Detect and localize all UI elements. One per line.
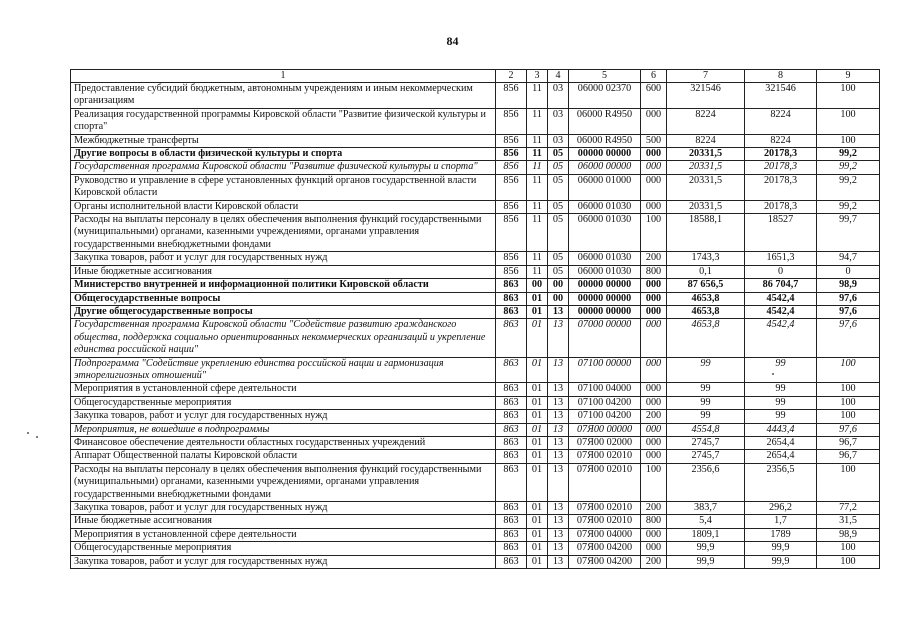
subsection-code-cell: 05 bbox=[548, 174, 569, 200]
percent-cell: 100 bbox=[817, 108, 880, 134]
expense-type-cell: 100 bbox=[641, 214, 667, 252]
executed-amount-cell: 8224 bbox=[745, 134, 817, 147]
expense-type-cell: 000 bbox=[641, 305, 667, 318]
target-article-cell: 06000 01030 bbox=[569, 265, 641, 278]
executed-amount-cell: 99 bbox=[745, 357, 817, 383]
table-row bbox=[71, 463, 880, 501]
target-article-cell: 06000 01030 bbox=[569, 252, 641, 265]
table-row bbox=[71, 200, 880, 213]
executed-amount-cell: 1789 bbox=[745, 528, 817, 541]
expense-name-cell: Государственная программа Кировской области "Содействие развитию гражданского общества, поддержка социально ориентированных некоммерческих организаций и укрепление единства российской нации" bbox=[71, 319, 496, 357]
expense-type-cell: 100 bbox=[641, 463, 667, 501]
executed-amount-cell: 0 bbox=[745, 265, 817, 278]
table-row bbox=[71, 252, 880, 265]
planned-amount-cell: 4554,8 bbox=[667, 423, 745, 436]
target-article-cell: 06000 01030 bbox=[569, 214, 641, 252]
table-row bbox=[71, 396, 880, 409]
subsection-code-cell: 05 bbox=[548, 161, 569, 174]
planned-amount-cell: 20331,5 bbox=[667, 174, 745, 200]
expense-type-cell: 000 bbox=[641, 436, 667, 449]
planned-amount-cell: 2745,7 bbox=[667, 436, 745, 449]
ministry-code-cell: 856 bbox=[496, 161, 527, 174]
expense-type-cell: 000 bbox=[641, 528, 667, 541]
target-article-cell: 00000 00000 bbox=[569, 279, 641, 292]
percent-cell: 98,9 bbox=[817, 528, 880, 541]
planned-amount-cell: 99 bbox=[667, 383, 745, 396]
section-code-cell: 01 bbox=[527, 396, 548, 409]
ministry-code-cell: 856 bbox=[496, 252, 527, 265]
planned-amount-cell: 18588,1 bbox=[667, 214, 745, 252]
expense-name-cell: Государственная программа Кировской области "Развитие физической культуры и спорта" bbox=[71, 161, 496, 174]
section-code-cell: 11 bbox=[527, 214, 548, 252]
executed-amount-cell: 99 bbox=[745, 396, 817, 409]
expense-type-cell: 200 bbox=[641, 555, 667, 568]
target-article-cell: 06000 R4950 bbox=[569, 108, 641, 134]
planned-amount-cell: 8224 bbox=[667, 108, 745, 134]
percent-cell: 100 bbox=[817, 555, 880, 568]
table-row bbox=[71, 423, 880, 436]
planned-amount-cell: 5,4 bbox=[667, 515, 745, 528]
percent-cell: 94,7 bbox=[817, 252, 880, 265]
executed-amount-cell: 99,9 bbox=[745, 555, 817, 568]
ministry-code-cell: 856 bbox=[496, 148, 527, 161]
ministry-code-cell: 856 bbox=[496, 214, 527, 252]
percent-cell: 100 bbox=[817, 357, 880, 383]
expense-name-cell: Закупка товаров, работ и услуг для государственных нужд bbox=[71, 502, 496, 515]
expense-type-cell: 600 bbox=[641, 83, 667, 109]
expense-type-cell: 000 bbox=[641, 542, 667, 555]
target-article-cell: 00000 00000 bbox=[569, 305, 641, 318]
planned-amount-cell: 20331,5 bbox=[667, 200, 745, 213]
table-row bbox=[71, 410, 880, 423]
subsection-code-cell: 13 bbox=[548, 396, 569, 409]
executed-amount-cell: 4443,4 bbox=[745, 423, 817, 436]
subsection-code-cell: 05 bbox=[548, 214, 569, 252]
percent-cell: 97,6 bbox=[817, 319, 880, 357]
expense-name-cell: Иные бюджетные ассигнования bbox=[71, 265, 496, 278]
target-article-cell: 07Я00 02010 bbox=[569, 502, 641, 515]
section-code-cell: 01 bbox=[527, 555, 548, 568]
expense-type-cell: 000 bbox=[641, 200, 667, 213]
subsection-code-cell: 13 bbox=[548, 515, 569, 528]
executed-amount-cell: 20178,3 bbox=[745, 161, 817, 174]
section-code-cell: 11 bbox=[527, 108, 548, 134]
percent-cell: 99,2 bbox=[817, 200, 880, 213]
ministry-code-cell: 863 bbox=[496, 319, 527, 357]
table-row bbox=[71, 383, 880, 396]
expense-name-cell: Органы исполнительной власти Кировской области bbox=[71, 200, 496, 213]
table-row bbox=[71, 502, 880, 515]
expense-name-cell: Расходы на выплаты персоналу в целях обеспечения выполнения функций государственными (муниципальными) органами, казенными учреждениями, органами управления государственными внебюджетными фондами bbox=[71, 463, 496, 501]
expense-name-cell: Финансовое обеспечение деятельности областных государственных учреждений bbox=[71, 436, 496, 449]
subsection-code-cell: 05 bbox=[548, 265, 569, 278]
column-header: 3 bbox=[527, 70, 548, 83]
percent-cell: 99,7 bbox=[817, 214, 880, 252]
planned-amount-cell: 99 bbox=[667, 410, 745, 423]
target-article-cell: 06000 01030 bbox=[569, 200, 641, 213]
percent-cell: 0 bbox=[817, 265, 880, 278]
planned-amount-cell: 1743,3 bbox=[667, 252, 745, 265]
expense-type-cell: 000 bbox=[641, 357, 667, 383]
subsection-code-cell: 13 bbox=[548, 436, 569, 449]
executed-amount-cell: 4542,4 bbox=[745, 319, 817, 357]
percent-cell: 96,7 bbox=[817, 436, 880, 449]
table-header-row bbox=[71, 70, 880, 83]
planned-amount-cell: 99,9 bbox=[667, 555, 745, 568]
column-header: 6 bbox=[641, 70, 667, 83]
planned-amount-cell: 2745,7 bbox=[667, 450, 745, 463]
subsection-code-cell: 05 bbox=[548, 200, 569, 213]
subsection-code-cell: 13 bbox=[548, 319, 569, 357]
target-article-cell: 07Я00 04000 bbox=[569, 528, 641, 541]
percent-cell: 97,6 bbox=[817, 423, 880, 436]
section-code-cell: 11 bbox=[527, 161, 548, 174]
ministry-code-cell: 863 bbox=[496, 383, 527, 396]
executed-amount-cell: 1,7 bbox=[745, 515, 817, 528]
expense-name-cell: Мероприятия в установленной сфере деятельности bbox=[71, 528, 496, 541]
expense-name-cell: Другие общегосударственные вопросы bbox=[71, 305, 496, 318]
ministry-code-cell: 863 bbox=[496, 528, 527, 541]
expense-type-cell: 500 bbox=[641, 134, 667, 147]
section-code-cell: 00 bbox=[527, 279, 548, 292]
percent-cell: 99,2 bbox=[817, 161, 880, 174]
section-code-cell: 01 bbox=[527, 423, 548, 436]
expense-name-cell: Мероприятия в установленной сфере деятельности bbox=[71, 383, 496, 396]
expense-type-cell: 800 bbox=[641, 515, 667, 528]
ministry-code-cell: 863 bbox=[496, 410, 527, 423]
ministry-code-cell: 863 bbox=[496, 436, 527, 449]
executed-amount-cell: 20178,3 bbox=[745, 148, 817, 161]
target-article-cell: 07100 04000 bbox=[569, 383, 641, 396]
ministry-code-cell: 856 bbox=[496, 174, 527, 200]
table-row bbox=[71, 436, 880, 449]
expense-name-cell: Другие вопросы в области физической культуры и спорта bbox=[71, 148, 496, 161]
expense-type-cell: 000 bbox=[641, 423, 667, 436]
budget-table bbox=[70, 69, 880, 569]
executed-amount-cell: 20178,3 bbox=[745, 174, 817, 200]
column-header: 1 bbox=[71, 70, 496, 83]
planned-amount-cell: 0,1 bbox=[667, 265, 745, 278]
planned-amount-cell: 99 bbox=[667, 396, 745, 409]
ministry-code-cell: 863 bbox=[496, 279, 527, 292]
expense-name-cell: Межбюджетные трансферты bbox=[71, 134, 496, 147]
table-row bbox=[71, 279, 880, 292]
expense-type-cell: 000 bbox=[641, 174, 667, 200]
section-code-cell: 01 bbox=[527, 319, 548, 357]
expense-type-cell: 200 bbox=[641, 502, 667, 515]
table-row bbox=[71, 174, 880, 200]
section-code-cell: 01 bbox=[527, 542, 548, 555]
subsection-code-cell: 00 bbox=[548, 279, 569, 292]
target-article-cell: 00000 00000 bbox=[569, 292, 641, 305]
subsection-code-cell: 03 bbox=[548, 83, 569, 109]
subsection-code-cell: 03 bbox=[548, 134, 569, 147]
percent-cell: 100 bbox=[817, 410, 880, 423]
column-header: 2 bbox=[496, 70, 527, 83]
planned-amount-cell: 4653,8 bbox=[667, 305, 745, 318]
expense-type-cell: 000 bbox=[641, 450, 667, 463]
column-header: 8 bbox=[745, 70, 817, 83]
percent-cell: 98,9 bbox=[817, 279, 880, 292]
percent-cell: 100 bbox=[817, 396, 880, 409]
table-body bbox=[71, 83, 880, 569]
executed-amount-cell: 20178,3 bbox=[745, 200, 817, 213]
executed-amount-cell: 296,2 bbox=[745, 502, 817, 515]
target-article-cell: 07100 04200 bbox=[569, 396, 641, 409]
expense-type-cell: 000 bbox=[641, 161, 667, 174]
scan-speck bbox=[36, 436, 38, 438]
ministry-code-cell: 856 bbox=[496, 108, 527, 134]
ministry-code-cell: 863 bbox=[496, 502, 527, 515]
executed-amount-cell: 321546 bbox=[745, 83, 817, 109]
column-header: 4 bbox=[548, 70, 569, 83]
section-code-cell: 11 bbox=[527, 200, 548, 213]
expense-name-cell: Министерство внутренней и информационной политики Кировской области bbox=[71, 279, 496, 292]
target-article-cell: 06000 02370 bbox=[569, 83, 641, 109]
expense-name-cell: Общегосударственные вопросы bbox=[71, 292, 496, 305]
section-code-cell: 01 bbox=[527, 515, 548, 528]
table-row bbox=[71, 265, 880, 278]
table-row bbox=[71, 319, 880, 357]
ministry-code-cell: 863 bbox=[496, 542, 527, 555]
section-code-cell: 01 bbox=[527, 502, 548, 515]
expense-type-cell: 000 bbox=[641, 292, 667, 305]
target-article-cell: 07Я00 04200 bbox=[569, 542, 641, 555]
planned-amount-cell: 2356,6 bbox=[667, 463, 745, 501]
ministry-code-cell: 856 bbox=[496, 200, 527, 213]
expense-type-cell: 000 bbox=[641, 279, 667, 292]
subsection-code-cell: 05 bbox=[548, 148, 569, 161]
target-article-cell: 00000 00000 bbox=[569, 148, 641, 161]
executed-amount-cell: 4542,4 bbox=[745, 292, 817, 305]
planned-amount-cell: 99 bbox=[667, 357, 745, 383]
executed-amount-cell: 2654,4 bbox=[745, 450, 817, 463]
subsection-code-cell: 13 bbox=[548, 383, 569, 396]
executed-amount-cell: 99,9 bbox=[745, 542, 817, 555]
table-row bbox=[71, 108, 880, 134]
planned-amount-cell: 99,9 bbox=[667, 542, 745, 555]
ministry-code-cell: 856 bbox=[496, 265, 527, 278]
target-article-cell: 07Я00 00000 bbox=[569, 423, 641, 436]
subsection-code-cell: 13 bbox=[548, 528, 569, 541]
percent-cell: 100 bbox=[817, 542, 880, 555]
target-article-cell: 07100 00000 bbox=[569, 357, 641, 383]
ministry-code-cell: 856 bbox=[496, 134, 527, 147]
subsection-code-cell: 13 bbox=[548, 542, 569, 555]
target-article-cell: 07Я00 02010 bbox=[569, 463, 641, 501]
section-code-cell: 11 bbox=[527, 265, 548, 278]
target-article-cell: 07Я00 02000 bbox=[569, 436, 641, 449]
target-article-cell: 06000 00000 bbox=[569, 161, 641, 174]
subsection-code-cell: 13 bbox=[548, 357, 569, 383]
table-row bbox=[71, 305, 880, 318]
table-row bbox=[71, 515, 880, 528]
subsection-code-cell: 13 bbox=[548, 423, 569, 436]
target-article-cell: 07Я00 02010 bbox=[569, 515, 641, 528]
ministry-code-cell: 863 bbox=[496, 463, 527, 501]
target-article-cell: 07100 04200 bbox=[569, 410, 641, 423]
planned-amount-cell: 20331,5 bbox=[667, 148, 745, 161]
expense-type-cell: 200 bbox=[641, 410, 667, 423]
section-code-cell: 11 bbox=[527, 252, 548, 265]
table-row bbox=[71, 83, 880, 109]
percent-cell: 100 bbox=[817, 83, 880, 109]
section-code-cell: 01 bbox=[527, 357, 548, 383]
section-code-cell: 01 bbox=[527, 292, 548, 305]
section-code-cell: 11 bbox=[527, 134, 548, 147]
table-row bbox=[71, 148, 880, 161]
percent-cell: 77,2 bbox=[817, 502, 880, 515]
planned-amount-cell: 87 656,5 bbox=[667, 279, 745, 292]
section-code-cell: 01 bbox=[527, 463, 548, 501]
subsection-code-cell: 05 bbox=[548, 252, 569, 265]
executed-amount-cell: 1651,3 bbox=[745, 252, 817, 265]
subsection-code-cell: 13 bbox=[548, 502, 569, 515]
planned-amount-cell: 8224 bbox=[667, 134, 745, 147]
percent-cell: 100 bbox=[817, 383, 880, 396]
planned-amount-cell: 20331,5 bbox=[667, 161, 745, 174]
expense-name-cell: Аппарат Общественной палаты Кировской области bbox=[71, 450, 496, 463]
scan-speck bbox=[27, 432, 29, 434]
ministry-code-cell: 863 bbox=[496, 515, 527, 528]
expense-type-cell: 000 bbox=[641, 383, 667, 396]
expense-name-cell: Мероприятия, не вошедшие в подпрограммы bbox=[71, 423, 496, 436]
planned-amount-cell: 4653,8 bbox=[667, 319, 745, 357]
table-row bbox=[71, 292, 880, 305]
expense-name-cell: Закупка товаров, работ и услуг для государственных нужд bbox=[71, 410, 496, 423]
percent-cell: 100 bbox=[817, 134, 880, 147]
section-code-cell: 11 bbox=[527, 83, 548, 109]
executed-amount-cell: 86 704,7 bbox=[745, 279, 817, 292]
section-code-cell: 01 bbox=[527, 383, 548, 396]
section-code-cell: 01 bbox=[527, 410, 548, 423]
section-code-cell: 01 bbox=[527, 305, 548, 318]
expense-type-cell: 000 bbox=[641, 108, 667, 134]
executed-amount-cell: 18527 bbox=[745, 214, 817, 252]
subsection-code-cell: 03 bbox=[548, 108, 569, 134]
subsection-code-cell: 13 bbox=[548, 410, 569, 423]
table-row bbox=[71, 161, 880, 174]
expense-type-cell: 000 bbox=[641, 396, 667, 409]
table-row bbox=[71, 450, 880, 463]
column-header: 5 bbox=[569, 70, 641, 83]
target-article-cell: 06000 01000 bbox=[569, 174, 641, 200]
target-article-cell: 07Я00 04200 bbox=[569, 555, 641, 568]
ministry-code-cell: 863 bbox=[496, 396, 527, 409]
table-row bbox=[71, 357, 880, 383]
target-article-cell: 07Я00 02010 bbox=[569, 450, 641, 463]
executed-amount-cell: 99 bbox=[745, 410, 817, 423]
section-code-cell: 01 bbox=[527, 436, 548, 449]
percent-cell: 97,6 bbox=[817, 292, 880, 305]
section-code-cell: 11 bbox=[527, 174, 548, 200]
expense-type-cell: 200 bbox=[641, 252, 667, 265]
executed-amount-cell: 2654,4 bbox=[745, 436, 817, 449]
percent-cell: 97,6 bbox=[817, 305, 880, 318]
expense-name-cell: Реализация государственной программы Кировской области "Развитие физической культуры и спорта" bbox=[71, 108, 496, 134]
planned-amount-cell: 4653,8 bbox=[667, 292, 745, 305]
executed-amount-cell: 99 bbox=[745, 383, 817, 396]
expense-type-cell: 000 bbox=[641, 148, 667, 161]
section-code-cell: 11 bbox=[527, 148, 548, 161]
percent-cell: 31,5 bbox=[817, 515, 880, 528]
expense-name-cell: Иные бюджетные ассигнования bbox=[71, 515, 496, 528]
ministry-code-cell: 863 bbox=[496, 423, 527, 436]
ministry-code-cell: 863 bbox=[496, 305, 527, 318]
table-row bbox=[71, 555, 880, 568]
percent-cell: 100 bbox=[817, 463, 880, 501]
percent-cell: 99,2 bbox=[817, 148, 880, 161]
expense-name-cell: Подпрограмма "Содействие укреплению единства российской нации и гармонизация этнорелигиозных отношений" bbox=[71, 357, 496, 383]
expense-name-cell: Общегосударственные мероприятия bbox=[71, 542, 496, 555]
percent-cell: 96,7 bbox=[817, 450, 880, 463]
column-header: 9 bbox=[817, 70, 880, 83]
page-number: 84 bbox=[446, 34, 459, 48]
subsection-code-cell: 13 bbox=[548, 450, 569, 463]
planned-amount-cell: 383,7 bbox=[667, 502, 745, 515]
expense-name-cell: Расходы на выплаты персоналу в целях обеспечения выполнения функций государственными (муниципальными) органами, казенными учреждениями, органами управления государственными внебюджетными фондами bbox=[71, 214, 496, 252]
executed-amount-cell: 8224 bbox=[745, 108, 817, 134]
section-code-cell: 01 bbox=[527, 450, 548, 463]
ministry-code-cell: 863 bbox=[496, 292, 527, 305]
expense-name-cell: Руководство и управление в сфере установленных функций органов государственной власти Кировской области bbox=[71, 174, 496, 200]
expense-type-cell: 000 bbox=[641, 319, 667, 357]
expense-type-cell: 800 bbox=[641, 265, 667, 278]
planned-amount-cell: 1809,1 bbox=[667, 528, 745, 541]
subsection-code-cell: 00 bbox=[548, 292, 569, 305]
ministry-code-cell: 856 bbox=[496, 83, 527, 109]
ministry-code-cell: 863 bbox=[496, 450, 527, 463]
subsection-code-cell: 13 bbox=[548, 463, 569, 501]
expense-name-cell: Закупка товаров, работ и услуг для государственных нужд bbox=[71, 252, 496, 265]
expense-name-cell: Предоставление субсидий бюджетным, автономным учреждениям и иным некоммерческим организациям bbox=[71, 83, 496, 109]
ministry-code-cell: 863 bbox=[496, 357, 527, 383]
expense-name-cell: Общегосударственные мероприятия bbox=[71, 396, 496, 409]
section-code-cell: 01 bbox=[527, 528, 548, 541]
expense-name-cell: Закупка товаров, работ и услуг для государственных нужд bbox=[71, 555, 496, 568]
column-header: 7 bbox=[667, 70, 745, 83]
table-row bbox=[71, 542, 880, 555]
executed-amount-cell: 2356,5 bbox=[745, 463, 817, 501]
executed-amount-cell: 4542,4 bbox=[745, 305, 817, 318]
target-article-cell: 07000 00000 bbox=[569, 319, 641, 357]
subsection-code-cell: 13 bbox=[548, 305, 569, 318]
planned-amount-cell: 321546 bbox=[667, 83, 745, 109]
table-row bbox=[71, 134, 880, 147]
table-row bbox=[71, 528, 880, 541]
subsection-code-cell: 13 bbox=[548, 555, 569, 568]
ministry-code-cell: 863 bbox=[496, 555, 527, 568]
target-article-cell: 06000 R4950 bbox=[569, 134, 641, 147]
table-row bbox=[71, 214, 880, 252]
percent-cell: 99,2 bbox=[817, 174, 880, 200]
